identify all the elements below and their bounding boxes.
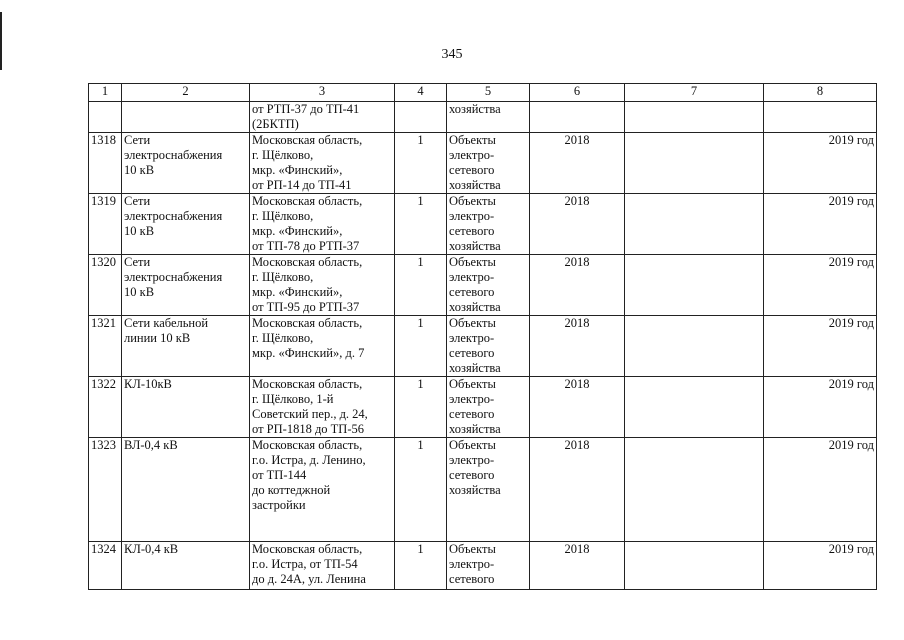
address-cell-line: мкр. «Финский», <box>252 163 343 177</box>
quantity-cell: 1 <box>395 133 447 194</box>
address-cell-line: г. Щёлково, <box>252 148 314 162</box>
registry-table <box>88 83 877 590</box>
row-number-cell <box>89 102 122 133</box>
address-cell <box>250 316 395 377</box>
due-date-cell: 2019 год <box>764 377 877 438</box>
address-cell-line: Советский пер., д. 24, <box>252 407 368 421</box>
address-cell-line: г. Щёлково, 1-й <box>252 392 334 406</box>
row-number-cell: 1318 <box>89 133 122 194</box>
object-name-cell-line: Сети <box>124 133 151 147</box>
category-cell-line: Объекты <box>449 133 496 147</box>
column-header-5: 5 <box>447 84 530 102</box>
category-cell <box>447 316 530 377</box>
address-cell-line: от РТП-37 до ТП-41 <box>252 102 360 116</box>
address-cell-line: мкр. «Финский», <box>252 224 343 238</box>
address-cell-line: мкр. «Финский», д. 7 <box>252 346 365 360</box>
category-cell <box>447 438 530 542</box>
address-cell-line: Московская область, <box>252 133 363 147</box>
object-name-cell-line: КЛ-10кВ <box>124 377 172 391</box>
category-cell <box>447 194 530 255</box>
quantity-cell: 1 <box>395 255 447 316</box>
address-cell-line: Московская область, <box>252 316 363 330</box>
table-row <box>89 377 877 438</box>
address-cell-line: застройки <box>252 498 306 512</box>
address-cell <box>250 255 395 316</box>
object-name-cell-line: линии 10 кВ <box>124 331 191 345</box>
table-row <box>89 255 877 316</box>
quantity-cell <box>395 102 447 133</box>
category-cell-line: электро- <box>449 453 495 467</box>
column-header-1: 1 <box>89 84 122 102</box>
table-row <box>89 438 877 542</box>
row-number-cell: 1324 <box>89 542 122 590</box>
address-cell <box>250 542 395 590</box>
category-cell-line: хозяйства <box>449 239 501 253</box>
object-name-cell-line: Сети кабельной <box>124 316 209 330</box>
category-cell-line: электро- <box>449 209 495 223</box>
column-7-cell <box>625 316 764 377</box>
object-name-cell-line: электроснабжения <box>124 270 223 284</box>
column-header-4: 4 <box>395 84 447 102</box>
column-7-cell <box>625 255 764 316</box>
address-cell <box>250 194 395 255</box>
category-cell-line: Объекты <box>449 542 496 556</box>
column-7-cell <box>625 133 764 194</box>
category-cell-line: сетевого <box>449 285 495 299</box>
column-header-6: 6 <box>530 84 625 102</box>
quantity-cell: 1 <box>395 377 447 438</box>
row-number-cell: 1322 <box>89 377 122 438</box>
address-cell-line: от РП-1818 до ТП-56 <box>252 422 364 436</box>
category-cell <box>447 377 530 438</box>
address-cell-line: мкр. «Финский», <box>252 285 343 299</box>
object-name-cell <box>122 542 250 590</box>
category-cell-line: хозяйства <box>449 102 501 116</box>
column-7-cell <box>625 542 764 590</box>
category-cell <box>447 133 530 194</box>
object-name-cell-line: 10 кВ <box>124 224 155 238</box>
due-date-cell <box>764 102 877 133</box>
quantity-cell: 1 <box>395 542 447 590</box>
address-cell-line: до д. 24А, ул. Ленина <box>252 572 366 586</box>
column-7-cell <box>625 194 764 255</box>
category-cell-line: хозяйства <box>449 483 501 497</box>
table-row <box>89 316 877 377</box>
due-date-cell: 2019 год <box>764 255 877 316</box>
column-header-3: 3 <box>250 84 395 102</box>
due-date-cell: 2019 год <box>764 316 877 377</box>
column-header-7: 7 <box>625 84 764 102</box>
category-cell-line: Объекты <box>449 316 496 330</box>
address-cell-line: Московская область, <box>252 255 363 269</box>
object-name-cell-line: 10 кВ <box>124 163 155 177</box>
object-name-cell-line: Сети <box>124 255 151 269</box>
year-cell: 2018 <box>530 255 625 316</box>
column-header-2: 2 <box>122 84 250 102</box>
address-cell-line: Московская область, <box>252 377 363 391</box>
address-cell-line: г.о. Истра, д. Ленино, <box>252 453 366 467</box>
category-cell-line: хозяйства <box>449 361 501 375</box>
column-7-cell <box>625 102 764 133</box>
category-cell <box>447 542 530 590</box>
address-cell-line: г. Щёлково, <box>252 331 314 345</box>
category-cell-line: хозяйства <box>449 300 501 314</box>
table-header-row <box>89 84 877 102</box>
row-number-cell: 1320 <box>89 255 122 316</box>
object-name-cell <box>122 377 250 438</box>
object-name-cell-line: ВЛ-0,4 кВ <box>124 438 178 452</box>
object-name-cell-line: электроснабжения <box>124 209 223 223</box>
category-cell-line: электро- <box>449 148 495 162</box>
address-cell-line: от ТП-78 до РТП-37 <box>252 239 360 253</box>
due-date-cell: 2019 год <box>764 133 877 194</box>
object-name-cell-line: Сети <box>124 194 151 208</box>
table-row <box>89 194 877 255</box>
object-name-cell-line: 10 кВ <box>124 285 155 299</box>
category-cell-line: сетевого <box>449 346 495 360</box>
object-name-cell <box>122 255 250 316</box>
column-7-cell <box>625 377 764 438</box>
address-cell-line: до коттеджной <box>252 483 331 497</box>
object-name-cell <box>122 102 250 133</box>
year-cell <box>530 102 625 133</box>
year-cell: 2018 <box>530 542 625 590</box>
due-date-cell: 2019 год <box>764 438 877 542</box>
category-cell-line: электро- <box>449 392 495 406</box>
category-cell-line: сетевого <box>449 407 495 421</box>
year-cell: 2018 <box>530 316 625 377</box>
table-row <box>89 133 877 194</box>
table-body <box>89 84 877 590</box>
object-name-cell <box>122 133 250 194</box>
object-name-cell-line: КЛ-0,4 кВ <box>124 542 179 556</box>
category-cell-line: хозяйства <box>449 422 501 436</box>
object-name-cell <box>122 438 250 542</box>
category-cell <box>447 102 530 133</box>
address-cell <box>250 377 395 438</box>
address-cell-line: Московская область, <box>252 194 363 208</box>
address-cell-line: Московская область, <box>252 438 363 452</box>
row-number-cell: 1321 <box>89 316 122 377</box>
category-cell-line: сетевого <box>449 572 495 586</box>
address-cell-line: г. Щёлково, <box>252 270 314 284</box>
object-name-cell <box>122 194 250 255</box>
category-cell <box>447 255 530 316</box>
due-date-cell: 2019 год <box>764 542 877 590</box>
quantity-cell: 1 <box>395 316 447 377</box>
category-cell-line: сетевого <box>449 468 495 482</box>
year-cell: 2018 <box>530 194 625 255</box>
table-row <box>89 542 877 590</box>
category-cell-line: Объекты <box>449 255 496 269</box>
quantity-cell: 1 <box>395 438 447 542</box>
row-number-cell: 1323 <box>89 438 122 542</box>
address-cell-line: от ТП-144 <box>252 468 307 482</box>
category-cell-line: Объекты <box>449 438 496 452</box>
category-cell-line: сетевого <box>449 224 495 238</box>
address-cell-line: г. Щёлково, <box>252 209 314 223</box>
row-number-cell: 1319 <box>89 194 122 255</box>
category-cell-line: хозяйства <box>449 178 501 192</box>
due-date-cell: 2019 год <box>764 194 877 255</box>
year-cell: 2018 <box>530 438 625 542</box>
address-cell-line: (2БКТП) <box>252 117 299 131</box>
address-cell-line: Московская область, <box>252 542 363 556</box>
object-name-cell-line: электроснабжения <box>124 148 223 162</box>
column-7-cell <box>625 438 764 542</box>
year-cell: 2018 <box>530 133 625 194</box>
address-cell <box>250 438 395 542</box>
category-cell-line: Объекты <box>449 194 496 208</box>
category-cell-line: сетевого <box>449 163 495 177</box>
address-cell <box>250 102 395 133</box>
category-cell-line: Объекты <box>449 377 496 391</box>
category-cell-line: электро- <box>449 331 495 345</box>
category-cell-line: электро- <box>449 557 495 571</box>
column-header-8: 8 <box>764 84 877 102</box>
quantity-cell: 1 <box>395 194 447 255</box>
address-cell-line: от РП-14 до ТП-41 <box>252 178 352 192</box>
object-name-cell <box>122 316 250 377</box>
address-cell <box>250 133 395 194</box>
year-cell: 2018 <box>530 377 625 438</box>
category-cell-line: электро- <box>449 270 495 284</box>
address-cell-line: от ТП-95 до РТП-37 <box>252 300 360 314</box>
address-cell-line: г.о. Истра, от ТП-54 <box>252 557 358 571</box>
page-number: 345 <box>441 47 463 62</box>
table-row <box>89 102 877 133</box>
